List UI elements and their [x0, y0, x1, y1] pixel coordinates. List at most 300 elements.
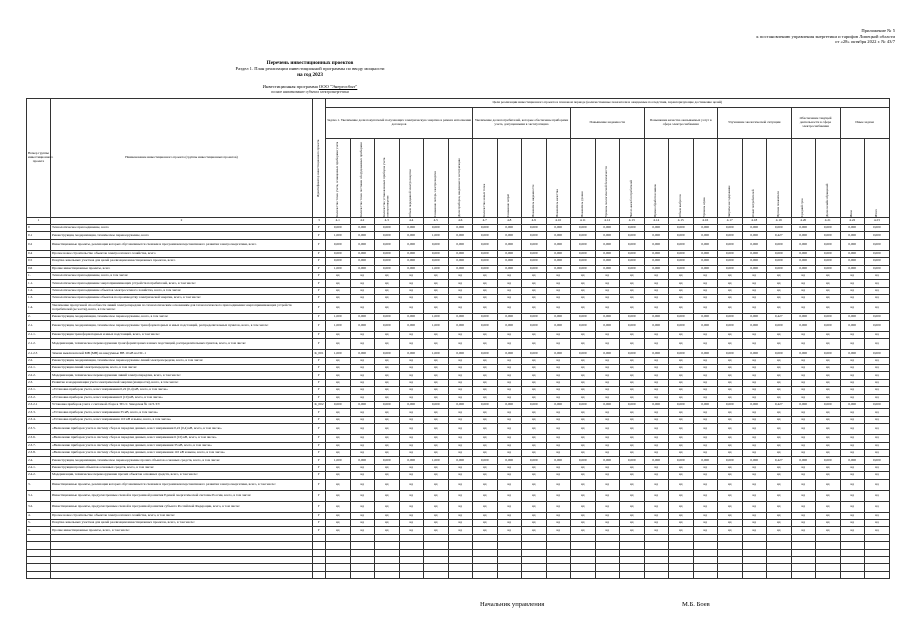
empty-cell: [865, 564, 890, 571]
row-value: нд: [644, 479, 669, 490]
row-id: Г: [313, 490, 326, 501]
group-header: Обеспечение текущей деятельности в сфере электроснабжения: [791, 108, 840, 139]
row-value: нд: [693, 272, 718, 279]
group-header: Повышение надежности: [571, 108, 645, 139]
row-value: нд: [546, 280, 571, 287]
row-value: нд: [791, 372, 816, 379]
row-value: нд: [595, 435, 620, 442]
indicator-header: [840, 139, 865, 218]
row-value: нд: [424, 339, 449, 350]
empty-cell: [350, 542, 375, 549]
empty-cell: [644, 542, 669, 549]
empty-cell: [693, 542, 718, 549]
empty-cell: [27, 542, 51, 549]
row-value: нд: [326, 295, 351, 302]
table-row: [27, 225, 890, 232]
row-value: нд: [767, 372, 792, 379]
empty-cell: [620, 534, 645, 541]
row-value: нд: [399, 527, 424, 534]
row-number: 4.: [27, 512, 51, 519]
row-id: Г: [313, 424, 326, 435]
row-name: «Включение приборов учета в систему сбора и передачи данных, класс напряжения 35 кВ, всего, в том числе»: [51, 442, 313, 449]
indicator-header: [595, 139, 620, 218]
row-name: Технологическое присоединение, всего, в том числе:: [51, 272, 313, 279]
empty-cell: [546, 571, 571, 578]
row-value: нд: [865, 449, 890, 456]
row-value: нд: [767, 302, 792, 313]
row-value: нд: [326, 331, 351, 338]
row-name: «Установка приборов учета, класс напряжения 110 кВ и выше, всего, в том числе»: [51, 416, 313, 423]
row-number: 0: [27, 225, 51, 232]
empty-cell: [448, 564, 473, 571]
appendix-number: Приложение № 5: [861, 28, 895, 33]
row-name: Инвестиционные проекты, реализация которых обуславливается схемами и программами перспективного развития электроэнергетики, всего: [51, 239, 313, 250]
row-value: 0,000: [840, 258, 865, 265]
row-value: нд: [375, 416, 400, 423]
row-value: нд: [693, 527, 718, 534]
row-value: нд: [840, 339, 865, 350]
row-value: 0,000: [644, 239, 669, 250]
row-value: нд: [522, 512, 547, 519]
row-value: нд: [473, 365, 498, 372]
row-value: нд: [350, 442, 375, 449]
row-value: нд: [669, 519, 694, 526]
empty-cell: [473, 556, 498, 563]
row-value: нд: [840, 501, 865, 512]
row-value: 0,000: [742, 457, 767, 464]
row-value: нд: [350, 272, 375, 279]
empty-cell: [840, 534, 865, 541]
row-value: нд: [865, 372, 890, 379]
row-value: нд: [326, 372, 351, 379]
table-row: [27, 435, 890, 442]
row-value: нд: [620, 512, 645, 519]
row-value: нд: [840, 479, 865, 490]
row-value: нд: [767, 479, 792, 490]
row-value: 0,000: [546, 250, 571, 257]
empty-cell: [742, 564, 767, 571]
row-value: 0,000: [816, 258, 841, 265]
table-row: [27, 409, 890, 416]
row-value: нд: [375, 387, 400, 394]
row-value: нд: [620, 424, 645, 435]
empty-cell: [326, 542, 351, 549]
row-value: 0,000: [448, 232, 473, 239]
row-value: 1,000: [424, 232, 449, 239]
row-value: нд: [375, 435, 400, 442]
table-row: [27, 449, 890, 456]
row-name: Замена выключателей МВ (МВ) на вакуумные ВВ 10 кВ на ПС-1: [51, 350, 313, 357]
row-number: 1.4.: [27, 302, 51, 313]
row-value: 0,000: [865, 250, 890, 257]
indicator-header: [693, 139, 718, 218]
row-value: нд: [791, 472, 816, 479]
row-id: Г: [313, 442, 326, 449]
row-value: нд: [571, 280, 596, 287]
row-value: 0,000: [473, 265, 498, 272]
empty-cell: [546, 549, 571, 556]
row-name: Прочие инвестиционные проекты, всего: [51, 265, 313, 272]
indicator-header-text: Количество точек учета, оснащенных приборами учета: [334, 141, 339, 217]
row-id: Г: [313, 302, 326, 313]
row-value: 0,000: [595, 350, 620, 357]
row-value: нд: [326, 435, 351, 442]
row-value: нд: [473, 501, 498, 512]
row-value: нд: [350, 387, 375, 394]
row-value: 1,000: [326, 232, 351, 239]
indicator-header-text: Иное: [849, 209, 854, 217]
row-value: нд: [693, 387, 718, 394]
row-value: нд: [375, 339, 400, 350]
row-number: 2.3.3.: [27, 409, 51, 416]
row-value: нд: [767, 387, 792, 394]
row-value: 0,000: [546, 313, 571, 320]
row-value: нд: [693, 394, 718, 401]
row-name: Прочее новое строительство объектов электросетевого хозяйства, всего: [51, 250, 313, 257]
empty-cell: [350, 564, 375, 571]
row-value: нд: [669, 512, 694, 519]
row-value: нд: [497, 339, 522, 350]
row-value: нд: [669, 272, 694, 279]
row-value: нд: [620, 449, 645, 456]
row-value: нд: [326, 442, 351, 449]
row-value: нд: [718, 387, 743, 394]
row-value: 0,000: [620, 457, 645, 464]
row-value: нд: [595, 527, 620, 534]
table-row: [27, 331, 890, 338]
row-value: 0,000: [326, 402, 351, 409]
row-value: 0,427: [767, 402, 792, 409]
row-value: нд: [718, 527, 743, 534]
row-value: нд: [375, 472, 400, 479]
row-name: «Установка приборов учета, класс напряжения 6 (10) кВ, всего, в том числе»: [51, 394, 313, 401]
row-value: нд: [350, 280, 375, 287]
row-value: 0,000: [669, 313, 694, 320]
row-value: нд: [399, 424, 424, 435]
row-value: 0,000: [693, 265, 718, 272]
empty-cell: [448, 571, 473, 578]
row-value: нд: [350, 302, 375, 313]
empty-cell: [840, 571, 865, 578]
empty-cell: [620, 556, 645, 563]
empty-cell: [448, 549, 473, 556]
row-value: нд: [693, 512, 718, 519]
empty-cell: [375, 571, 400, 578]
row-value: нд: [595, 394, 620, 401]
row-value: нд: [791, 479, 816, 490]
row-number: 2.1.1.: [27, 331, 51, 338]
row-value: нд: [522, 490, 547, 501]
empty-cell: [375, 556, 400, 563]
row-value: нд: [865, 287, 890, 294]
row-value: 0,000: [816, 250, 841, 257]
row-number: 2.4.2.: [27, 472, 51, 479]
row-value: нд: [350, 527, 375, 534]
row-value: нд: [816, 472, 841, 479]
row-value: нд: [669, 464, 694, 471]
row-value: нд: [571, 272, 596, 279]
row-number: 2.3.2.1: [27, 402, 51, 409]
row-name: «Включение приборов учета в систему сбора и передачи данных, класс напряжения 0,22 (0,4) кВ, всего, в том числе»: [51, 424, 313, 435]
row-value: нд: [399, 379, 424, 386]
empty-cell: [620, 571, 645, 578]
row-value: нд: [571, 416, 596, 423]
row-value: 0,000: [791, 225, 816, 232]
empty-cell: [718, 549, 743, 556]
row-value: нд: [718, 379, 743, 386]
row-value: нд: [375, 272, 400, 279]
row-value: нд: [326, 424, 351, 435]
empty-cell: [326, 534, 351, 541]
row-value: 1,000: [326, 457, 351, 464]
empty-cell: [399, 542, 424, 549]
row-value: 0,000: [522, 402, 547, 409]
row-value: нд: [865, 409, 890, 416]
row-value: 0,000: [620, 239, 645, 250]
row-value: 0,000: [571, 250, 596, 257]
indicator-header-text: Охват потребителей: [751, 189, 756, 217]
row-value: нд: [791, 442, 816, 449]
row-value: нд: [350, 472, 375, 479]
row-value: нд: [644, 416, 669, 423]
row-value: нд: [840, 357, 865, 364]
row-value: 0,000: [718, 239, 743, 250]
row-value: нд: [620, 372, 645, 379]
empty-cell: [718, 534, 743, 541]
col-header-name: Наименование инвестиционного проекта (группы инвестиционных проектов): [51, 99, 313, 218]
row-value: 0,000: [816, 350, 841, 357]
row-value: нд: [375, 501, 400, 512]
indicator-header-text: Уровень экологической безопасности: [604, 166, 609, 217]
row-value: нд: [767, 409, 792, 416]
row-value: нд: [644, 272, 669, 279]
empty-cell: [522, 549, 547, 556]
row-value: нд: [595, 490, 620, 501]
row-value: нд: [448, 472, 473, 479]
empty-cell: [865, 556, 890, 563]
row-value: нд: [473, 490, 498, 501]
row-value: 0,000: [669, 232, 694, 239]
row-value: 0,000: [448, 457, 473, 464]
row-id: Г: [313, 527, 326, 534]
row-value: нд: [522, 394, 547, 401]
row-value: нд: [693, 372, 718, 379]
empty-cell: [473, 534, 498, 541]
row-value: нд: [669, 472, 694, 479]
row-value: нд: [595, 331, 620, 338]
row-value: нд: [767, 435, 792, 442]
indicator-header-text: Снижение потерь электроэнергии: [432, 171, 437, 217]
row-value: 0,000: [595, 313, 620, 320]
empty-cell: [816, 556, 841, 563]
row-value: нд: [522, 379, 547, 386]
row-value: нд: [448, 512, 473, 519]
row-value: 0,000: [669, 320, 694, 331]
row-value: нд: [497, 272, 522, 279]
row-value: 0,000: [644, 320, 669, 331]
row-value: нд: [375, 490, 400, 501]
row-value: 0,000: [620, 250, 645, 257]
row-value: нд: [718, 331, 743, 338]
empty-cell: [865, 571, 890, 578]
row-value: нд: [644, 365, 669, 372]
row-value: нд: [742, 357, 767, 364]
table-row: [27, 258, 890, 265]
signature-name: М.Б. Боев: [682, 601, 710, 608]
row-value: 0,000: [742, 313, 767, 320]
row-value: 0,000: [693, 225, 718, 232]
row-value: нд: [693, 295, 718, 302]
row-number: 0.6: [27, 265, 51, 272]
table-row: [27, 280, 890, 287]
empty-cell: [424, 571, 449, 578]
row-name: Развитие и модернизация учета электрической энергии (мощности), всего, в том числе:: [51, 379, 313, 386]
row-value: 0,000: [865, 258, 890, 265]
row-value: 0,000: [595, 225, 620, 232]
indicator-header-text: Объем переданной электроэнергии: [408, 169, 413, 217]
row-value: нд: [644, 387, 669, 394]
row-value: 0,000: [718, 457, 743, 464]
row-value: 0,000: [644, 265, 669, 272]
row-value: нд: [448, 379, 473, 386]
row-value: нд: [742, 512, 767, 519]
row-value: 0,000: [595, 457, 620, 464]
row-value: нд: [816, 435, 841, 442]
group-header: Иные задачи: [840, 108, 889, 139]
row-number: 2.3.1.: [27, 387, 51, 394]
row-value: нд: [620, 435, 645, 442]
row-value: нд: [840, 372, 865, 379]
row-name: «Установка приборов учета, класс напряжения 35 кВ, всего, в том числе»: [51, 409, 313, 416]
row-value: нд: [620, 442, 645, 449]
row-value: нд: [375, 357, 400, 364]
row-value: нд: [791, 287, 816, 294]
row-value: нд: [595, 464, 620, 471]
row-value: 0,000: [473, 250, 498, 257]
row-id: Г: [313, 519, 326, 526]
row-value: 0,000: [375, 225, 400, 232]
empty-cell: [497, 542, 522, 549]
row-value: 0,000: [522, 457, 547, 464]
row-value: нд: [350, 449, 375, 456]
row-value: нд: [791, 527, 816, 534]
row-value: нд: [693, 416, 718, 423]
row-value: 0,000: [522, 225, 547, 232]
indicator-header: [326, 139, 351, 218]
row-value: нд: [693, 435, 718, 442]
row-value: нд: [571, 472, 596, 479]
row-value: 0,000: [399, 225, 424, 232]
row-value: нд: [791, 387, 816, 394]
row-value: нд: [546, 442, 571, 449]
row-id: Г: [313, 313, 326, 320]
row-value: нд: [424, 394, 449, 401]
row-id: Г: [313, 464, 326, 471]
row-value: нд: [767, 519, 792, 526]
row-value: нд: [718, 365, 743, 372]
row-value: нд: [767, 379, 792, 386]
row-value: 0,000: [350, 225, 375, 232]
row-value: 0,000: [620, 265, 645, 272]
row-value: нд: [399, 501, 424, 512]
row-value: нд: [350, 372, 375, 379]
row-value: 0,000: [497, 239, 522, 250]
column-number: 3: [313, 218, 326, 225]
empty-cell: [644, 556, 669, 563]
row-value: 0,000: [718, 265, 743, 272]
row-value: нд: [644, 501, 669, 512]
row-value: 0,000: [865, 239, 890, 250]
empty-cell: [497, 549, 522, 556]
row-value: 0,000: [375, 350, 400, 357]
row-value: нд: [595, 472, 620, 479]
row-value: нд: [620, 464, 645, 471]
row-value: нд: [840, 387, 865, 394]
row-value: 0,000: [742, 232, 767, 239]
row-id: Г: [313, 501, 326, 512]
indicator-header: [473, 139, 498, 218]
row-number: 0.5: [27, 258, 51, 265]
row-value: 0,000: [448, 250, 473, 257]
empty-cell: [424, 534, 449, 541]
table-row: [27, 387, 890, 394]
row-value: нд: [473, 372, 498, 379]
empty-cell: [669, 571, 694, 578]
empty-cell: [313, 571, 326, 578]
row-value: 0,000: [375, 320, 400, 331]
row-value: нд: [840, 302, 865, 313]
row-value: нд: [497, 394, 522, 401]
row-value: нд: [595, 409, 620, 416]
row-value: 0,000: [840, 232, 865, 239]
row-value: нд: [840, 280, 865, 287]
empty-cell: [718, 556, 743, 563]
row-value: нд: [448, 527, 473, 534]
row-id: Г: [313, 295, 326, 302]
row-value: нд: [424, 357, 449, 364]
row-value: нд: [718, 424, 743, 435]
row-value: нд: [326, 409, 351, 416]
row-value: 0,000: [840, 313, 865, 320]
row-value: нд: [767, 442, 792, 449]
row-value: нд: [840, 287, 865, 294]
row-value: 0,000: [693, 313, 718, 320]
row-value: нд: [620, 479, 645, 490]
table-row: [27, 479, 890, 490]
indicator-header-text: Затраты на содержание: [726, 185, 731, 217]
row-value: нд: [448, 464, 473, 471]
row-value: 0,000: [546, 350, 571, 357]
row-value: нд: [791, 424, 816, 435]
row-value: нд: [424, 527, 449, 534]
row-id: Г: [313, 435, 326, 442]
row-value: 0,000: [644, 250, 669, 257]
row-value: нд: [644, 490, 669, 501]
row-value: нд: [399, 464, 424, 471]
row-name: Реконструкция, модернизация, техническое перевооружение прочих объектов основных средств, всего, в том числе:: [51, 457, 313, 464]
empty-cell: [595, 549, 620, 556]
row-value: 0,000: [840, 320, 865, 331]
table-row: [27, 239, 890, 250]
row-value: нд: [546, 479, 571, 490]
row-value: нд: [742, 519, 767, 526]
row-value: нд: [840, 424, 865, 435]
empty-cell: [522, 564, 547, 571]
row-value: нд: [791, 501, 816, 512]
row-value: нд: [767, 357, 792, 364]
row-value: 0,000: [669, 265, 694, 272]
row-value: нд: [546, 302, 571, 313]
